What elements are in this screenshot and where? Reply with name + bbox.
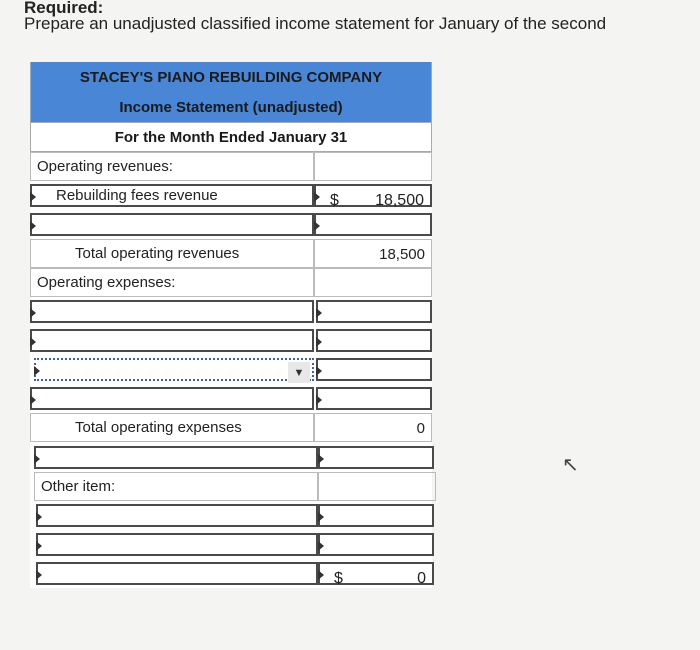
expense-row-2 [30,326,432,355]
other-item-row [30,472,432,501]
total-operating-revenues-amount: 18,500 [379,246,425,263]
chevron-down-icon[interactable]: ▼ [288,362,310,383]
rebuilding-fees-label: Rebuilding fees revenue [56,187,218,204]
expense-amount-input-3[interactable] [316,358,432,381]
after-expenses-row [30,443,432,472]
after-expenses-label-input[interactable] [34,446,318,469]
other-item-label: Other item: [34,472,318,501]
total-operating-expenses-row [30,413,432,443]
other-item-amount-input-2[interactable] [318,533,434,556]
final-amount-input[interactable] [318,562,434,585]
dollar-sign: $ [334,570,343,587]
empty-cell [314,152,432,181]
dollar-sign: $ [330,192,339,209]
expense-account-input-4[interactable] [30,387,314,410]
empty-cell [314,268,432,297]
revenue-amount-input[interactable] [314,213,432,236]
income-statement [30,62,432,588]
expense-account-select[interactable] [34,358,314,381]
final-amount: 0 [417,570,426,587]
expense-account-input-1[interactable] [30,300,314,323]
other-item-amount-input-1[interactable] [318,504,434,527]
total-operating-expenses-label: Total operating expenses [30,413,314,442]
revenue-account-input[interactable] [30,213,314,236]
rebuilding-fees-amount-input[interactable] [314,184,432,207]
after-expenses-amount-input[interactable] [318,446,434,469]
total-operating-revenues-cell [314,239,432,268]
expense-row-4 [30,384,432,413]
total-operating-expenses-cell [314,413,432,442]
other-item-row-2 [30,530,432,559]
rebuilding-fees-row [30,181,432,210]
company-name: STACEY'S PIANO REBUILDING COMPANY [30,62,432,92]
statement-period: For the Month Ended January 31 [30,122,432,152]
operating-revenues-label: Operating revenues: [30,152,314,181]
operating-expenses-label: Operating expenses: [30,268,314,297]
other-item-row-1 [30,501,432,530]
expense-row-1 [30,297,432,326]
total-operating-revenues-label: Total operating revenues [30,239,314,268]
expense-amount-input-2[interactable] [316,329,432,352]
required-heading: Required: [24,0,104,17]
total-operating-expenses-amount: 0 [416,420,425,437]
other-item-account-input-1[interactable] [36,504,318,527]
total-operating-revenues-row [30,239,432,268]
expense-account-input-2[interactable] [30,329,314,352]
revenue-blank-row [30,210,432,239]
final-label-input[interactable] [36,562,318,585]
expense-amount-input-4[interactable] [316,387,432,410]
statement-title: Income Statement (unadjusted) [30,92,432,122]
mouse-cursor-icon: ↖ [562,454,579,476]
operating-expenses-row [30,268,432,297]
rebuilding-fees-amount: 18,500 [375,192,424,209]
instruction-text: Prepare an unadjusted classified income statement for January of the second [24,14,607,33]
expense-amount-input-1[interactable] [316,300,432,323]
other-item-account-input-2[interactable] [36,533,318,556]
rebuilding-fees-account-input[interactable] [30,184,314,207]
operating-revenues-row [30,152,432,181]
expense-row-3 [30,355,432,384]
empty-cell [318,472,436,501]
final-row [30,559,432,588]
